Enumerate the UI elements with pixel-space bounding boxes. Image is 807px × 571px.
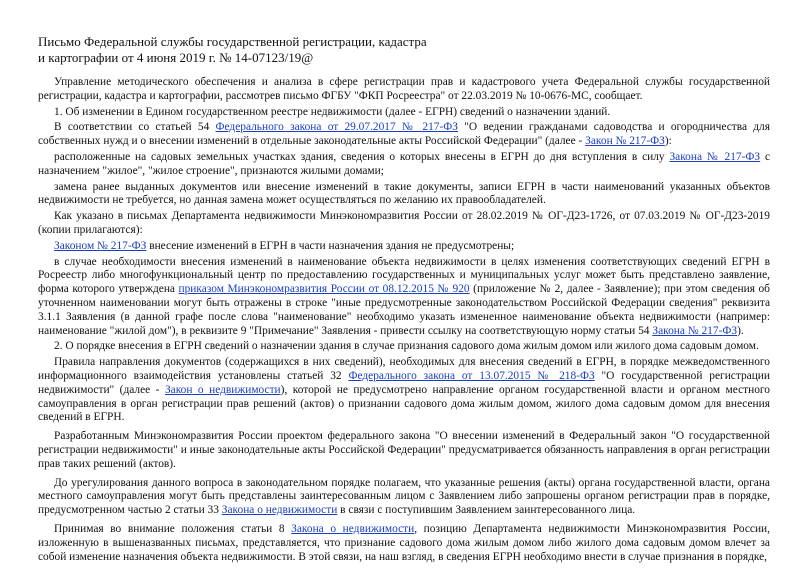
link-law-217[interactable]: Законом № 217-ФЗ: [54, 239, 147, 252]
section-2-heading: 2. О порядке внесения в ЕГРН сведений о назначении здания в случае признания садового дома жилым домом или жилого дома садовым домом.: [54, 340, 759, 353]
text: Принимая во внимание положения статьи 8: [54, 522, 292, 535]
paragraph-ministry-letters: Как указано в письмах Департамента недвижимости Минэкономразвития России от 28.02.2019 № ОГ-Д23-1726, от 07.03.2019 № ОГ-Д23-2019 (копии прилагаются):: [38, 210, 770, 236]
document-body: [38, 76, 770, 566]
paragraph-document-rules: [38, 356, 770, 425]
paragraph-intro: Управление методического обеспечения и анализа в сфере регистрации прав и кадастрового учета Федеральной службы государственной регистрации, кадастра и картографии, рассмотрев письмо ФГБУ "ФКП Росреестра" от 22.03.2019 № 10-0676-МС, сообщает.: [38, 76, 770, 102]
paragraph-draft-law: Разработанным Минэкономразвития России проектом федерального закона "О внесении изменений в Федеральный закон "О государственной регистрации недвижимости" и иные законодательные акты Российской Федерации" предусматривается обязанность направления в орган регистрации прав таких решений (актов).: [38, 430, 770, 470]
paragraph-article-8: [38, 523, 770, 564]
link-law-217[interactable]: Закона № 217-ФЗ: [652, 324, 738, 337]
text: До урегулирования данного вопроса в законодательном порядке полагаем, что указанные решения (акты) органа государственной власти, органа местного самоуправления могут быть представлены заинтересованным лицом с Заявлением либо запрошены органом регистрации прав в порядке, предусмотренном частью 2 статьи 33: [38, 476, 770, 517]
document-title: [38, 34, 427, 66]
text: ).: [737, 324, 744, 337]
link-federal-law-217[interactable]: Федерального закона от 29.07.2017 № 217-ФЗ: [215, 121, 458, 134]
paragraph-no-changes: [38, 240, 770, 254]
paragraph-garden-buildings: [38, 151, 770, 179]
text: , позицию Департамента недвижимости Минэкономразвития России, изложенную в вышеназванных письмах, представляется, что признание садового дома жилым домом либо жилого дома садовым домом влечет за собой изменение назначения объекта недвижимости. В этой связи, на наш взгляд, в сведения ЕГРН необходимо внести в случае признания в порядке,: [38, 522, 771, 563]
link-real-estate-law[interactable]: Закона о недвижимости: [221, 504, 338, 517]
text: (приложение № 2, далее - Заявление); при этом сведения об уточненном наименовании могут быть отражены в строке "иные предусмотренные законодательством Российской Федерации сведения" реквизита 3.1.1 Заявления (в данной графе после слова "наименование" необходимо указать измененное наименование объекта недвижимости (например: наименование "жилой дом"), в реквизите 9 "Примечание" Заявления - привести ссылку на соответствующую норму статьи 54: [38, 283, 770, 337]
text: внесение изменений в ЕГРН в части назначения здания не предусмотрены;: [146, 239, 515, 252]
text: в случае необходимости внесения изменений в наименование объекта недвижимости в целях изменения соответствующих сведений ЕГРН в Росреестр либо многофункциональный центр по предоставлению государственных и муниципальных услуг может быть представлено заявление, форма которого утверждена: [38, 255, 770, 296]
text: Правила направления документов (содержащихся в них сведений), необходимых для внесения сведений в ЕГРН, в порядке межведомственного информационного взаимодействия установлены статьей 32: [38, 356, 770, 382]
text: "О государственной регистрации недвижимости" (далее -: [38, 369, 771, 396]
link-law-217[interactable]: Закона № 217-ФЗ: [669, 150, 761, 163]
paragraph-application: [38, 256, 770, 339]
text: ):: [664, 135, 672, 148]
text: с назначением "жилое", "жилое строение", признаются жилыми домами;: [38, 150, 770, 177]
link-real-estate-law[interactable]: Закона о недвижимости: [291, 522, 415, 535]
link-order-920[interactable]: приказом Минэкономразвития России от 08.12.2015 № 920: [178, 283, 470, 296]
link-real-estate-law[interactable]: Закон о недвижимости: [164, 383, 281, 396]
text: ), которой не предусмотрено направление органом государственной власти и органом местного самоуправления в орган регистрации прав решений (актов) о признании садового дома жилым домом, жилого дома садовым домом для внесения сведений в ЕГРН.: [38, 383, 770, 424]
link-federal-law-218[interactable]: Федерального закона от 13.07.2015 № 218-ФЗ: [348, 369, 595, 382]
title-line-1: Письмо Федеральной службы государственной регистрации, кадастра: [38, 34, 427, 49]
title-line-2: и картографии от 4 июня 2019 г. № 14-07123/19@: [38, 50, 314, 65]
paragraph-until-regulation: [38, 477, 770, 518]
text: "О ведении гражданами садоводства и огородничества для собственных нужд и о внесении изменений в отдельные законодательные акты Российской Федерации" (далее -: [38, 121, 770, 148]
text: расположенные на садовых земельных участках здания, сведения о которых внесены в ЕГРН до дня вступления в силу: [54, 150, 670, 163]
paragraph-article-54: [38, 121, 770, 149]
section-1-heading: 1. Об изменении в Едином государственном реестре недвижимости (далее - ЕГРН) сведений о назначении зданий.: [54, 105, 611, 118]
paragraph-document-replacement: замена ранее выданных документов или внесение изменений в такие документы, записи ЕГРН в части наименований указанных объектов недвижимости не требуется, но данная замена может осуществляться по желанию их правообладателей.: [38, 180, 770, 207]
text: в связи с поступившим Заявлением заинтересованного лица.: [337, 504, 636, 517]
text: В соответствии со статьей 54: [54, 121, 216, 134]
link-law-217[interactable]: Закон № 217-ФЗ: [585, 135, 665, 148]
